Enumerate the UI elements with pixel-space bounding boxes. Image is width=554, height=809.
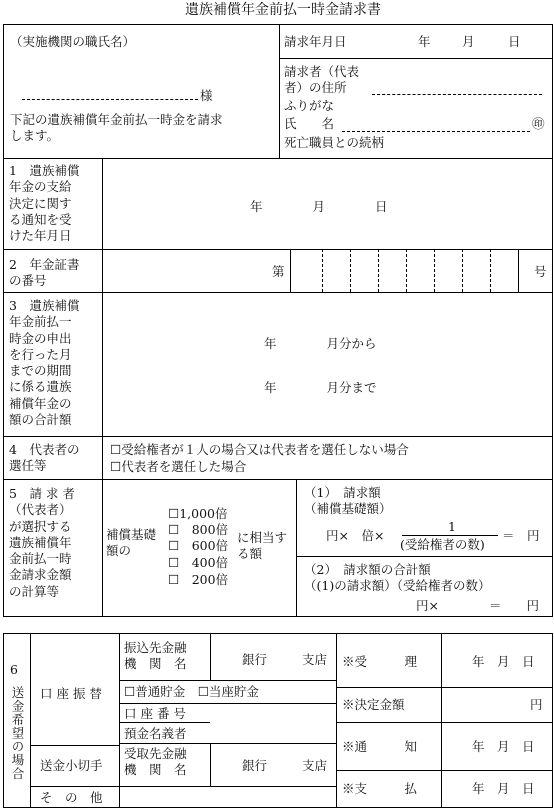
furigana-label: ふりがな [284, 98, 335, 113]
request-amount-title: （1） 請求額 （補償基礎額） [304, 485, 392, 517]
section6-label: 送金希望の場合 [10, 686, 25, 781]
notice-label: ※通 知 [342, 739, 418, 754]
date-day[interactable]: 日 [508, 34, 521, 49]
bank-field[interactable]: 銀行 [242, 652, 268, 667]
total-amount-formula[interactable]: 円× ＝ 円 [416, 598, 539, 613]
row4-label: 4 代表者の 選任等 [9, 442, 80, 474]
row5-base: 補償基礎 額の [106, 527, 157, 559]
multiple-400[interactable]: ☐ 400倍 [168, 555, 229, 570]
bank-transfer-label: 口 座 振 替 [40, 686, 102, 701]
account-number-label: 口 座 番 号 [124, 706, 186, 721]
receiving-bank-label: 受取先金融 機 関 名 [124, 746, 187, 778]
request-text: 下記の遺族補償年金前払一時金を請求 します。 [10, 112, 223, 144]
date-year[interactable]: 年 [418, 34, 431, 49]
agency-label: （実施機関の職氏名） [10, 34, 136, 49]
multiple-1000[interactable]: ☐1,000倍 [168, 506, 228, 521]
request-amount-right[interactable]: ＝ 円 [502, 528, 540, 543]
sama-label: 様 [200, 88, 213, 103]
request-amount-left[interactable]: 円× 倍× [326, 528, 385, 543]
notice-date[interactable]: 年 月 日 [472, 739, 535, 754]
other-label: そ の 他 [40, 790, 103, 805]
multiple-200[interactable]: ☐ 200倍 [168, 572, 229, 587]
row5-equiv: に相当す る額 [237, 530, 288, 562]
multiple-800[interactable]: ☐ 800倍 [168, 522, 229, 537]
row4-option-representative[interactable]: ☐代表者を選任した場合 [110, 459, 247, 474]
date-label: 請求年月日 [284, 34, 347, 49]
date-month[interactable]: 月 [462, 34, 475, 49]
agency-name-line[interactable] [22, 99, 198, 100]
row5-label: 5 請 求 者 （代表者） が選択する 遺族補償年 金前払一時 金請求金額 の計算等 [9, 486, 75, 599]
receiving-bank-field[interactable]: 銀行 [242, 758, 268, 773]
row3-from[interactable]: 年 月分から [264, 336, 377, 351]
row2-go: 号 [534, 264, 547, 279]
section6-number: 6 [10, 662, 18, 677]
name-line[interactable] [342, 131, 530, 132]
row1-label: 1 遺族補償 年金の支給 決定に関す る通知を受 けた年月日 [9, 163, 80, 243]
received-date[interactable]: 年 月 日 [472, 654, 535, 669]
deposit-type-options[interactable]: ☐普通貯金 ☐当座貯金 [124, 684, 259, 699]
total-amount-title: （2） 請求額の合計額 （(1)の請求額）（受給権者の数） [304, 562, 491, 594]
received-label: ※受 理 [342, 654, 418, 669]
remittance-box [3, 633, 553, 808]
row3-label: 3 遺族補償 年金前払一 時金の申出 を行った月 までの期間 に係る遺族 補償年金の 額の合計額 [9, 298, 80, 427]
row2-dai: 第 [272, 264, 285, 279]
form-title: 遺族補償年金前払一時金請求書 [185, 2, 381, 18]
fraction-numerator: 1 [448, 519, 456, 534]
multiple-600[interactable]: ☐ 600倍 [168, 538, 229, 553]
payment-date[interactable]: 年 月 日 [472, 781, 535, 796]
relation-label: 死亡職員との続柄 [284, 135, 385, 150]
row4-option-single[interactable]: ☐受給権者が１人の場合又は代表者を選任しない場合 [110, 442, 409, 457]
decided-amount-yen[interactable]: 円 [530, 697, 543, 712]
receiving-branch-field[interactable]: 支店 [302, 758, 328, 773]
address-label: 請求者（代表 者）の住所 [284, 64, 360, 96]
bank-name-label: 振込先金融 機 関 名 [124, 640, 187, 672]
fraction-denominator: (受給権者の数) [400, 537, 485, 552]
row1-date[interactable]: 年 月 日 [250, 199, 388, 214]
account-holder-label: 預金名義者 [124, 726, 187, 741]
branch-field[interactable]: 支店 [302, 652, 328, 667]
row2-label: 2 年金証書 の番号 [9, 257, 80, 289]
payment-label: ※支 払 [342, 781, 418, 796]
address-line[interactable] [372, 94, 542, 95]
name-label: 氏 名 [284, 116, 335, 131]
seal-mark: ㊞ [532, 116, 545, 131]
money-order-label: 送金小切手 [40, 758, 103, 773]
decided-amount-label: ※決定金額 [342, 697, 405, 712]
row3-to[interactable]: 年 月分まで [264, 380, 377, 395]
fraction-bar [402, 535, 498, 536]
